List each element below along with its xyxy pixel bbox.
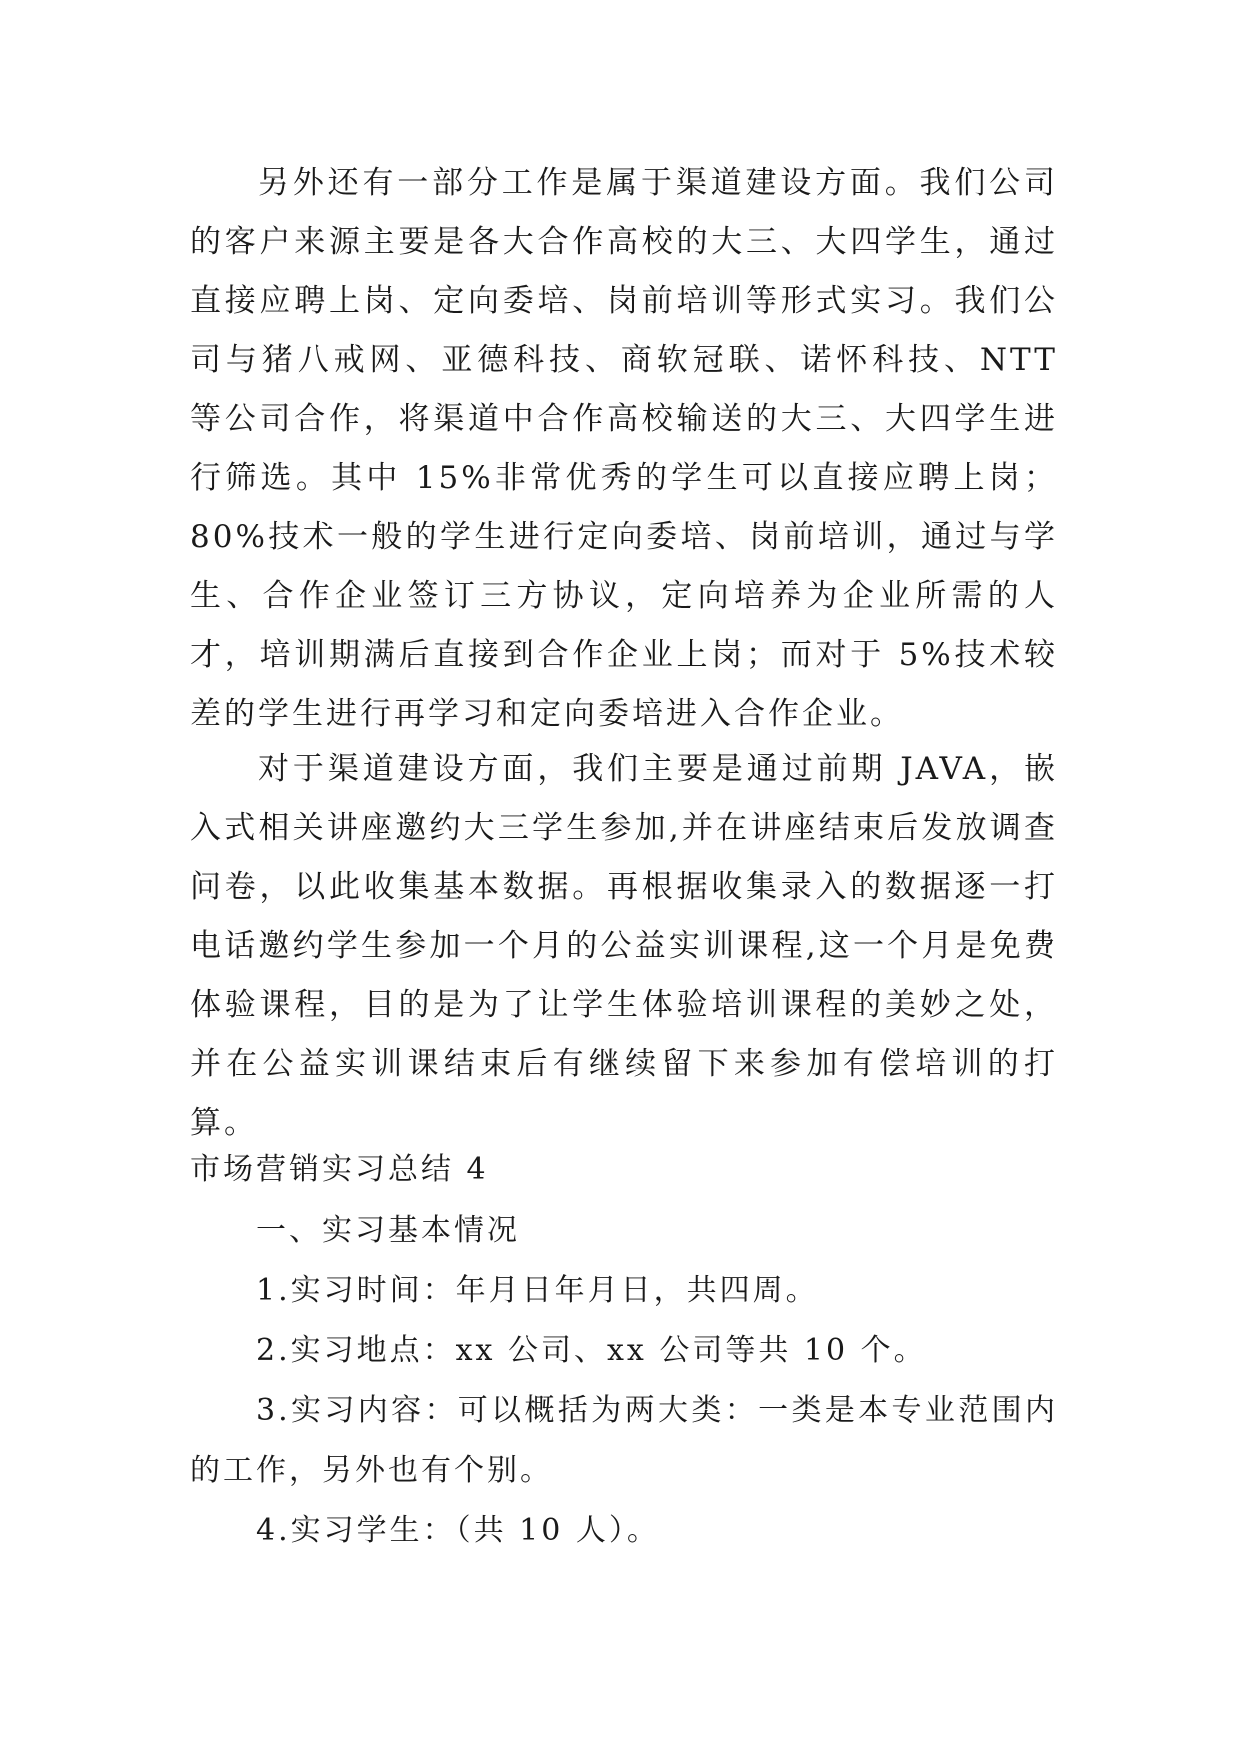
paragraph-channel-approach: 对于渠道建设方面，我们主要是通过前期 JAVA，嵌入式相关讲座邀约大三学生参加,并在讲座结束后发放调查问卷，以此收集基本数据。再根据收集录入的数据逐一打电话邀约学生参加一个月的公益实训课程,这一个月是免费体验课程，目的是为了让学生体验培训课程的美妙之处，并在公益实训课结束后有继续留下来参加有偿培训的打算。 [190,751,1058,1141]
list-item: 2.实习地点：xx 公司、xx 公司等共 10 个。 [256,1333,927,1368]
paragraph-block-2 [190,740,1058,1153]
section-list [190,1201,1058,1561]
section-title: 市场营销实习总结 4 [190,1152,489,1187]
paragraph-block-1 [190,154,1058,744]
list-item: 3.实习内容：可以概括为两大类：一类是本专业范围内的工作，另外也有个别。 [190,1393,1058,1488]
paragraph-channel-building: 另外还有一部分工作是属于渠道建设方面。我们公司的客户来源主要是各大合作高校的大三、大四学生，通过直接应聘上岗、定向委培、岗前培训等形式实习。我们公司与猪八戒网、亚德科技、商软冠联、诺怀科技、NTT 等公司合作，将渠道中合作高校输送的大三、大四学生进行筛选。其中 15%非常优秀的学生可以直接应聘上岗；80%技术一般的学生进行定向委培、岗前培训，通过与学生、合作企业签订三方协议，定向培养为企业所需的人才，培训期满后直接到合作企业上岗；而对于 5%技术较差的学生进行再学习和定向委培进入合作企业。 [190,165,1058,732]
list-item: 一、实习基本情况 [256,1213,520,1248]
list-item: 4.实习学生：（共 10 人）。 [256,1513,660,1548]
list-item: 1.实习时间：年月日年月日，共四周。 [256,1273,819,1308]
